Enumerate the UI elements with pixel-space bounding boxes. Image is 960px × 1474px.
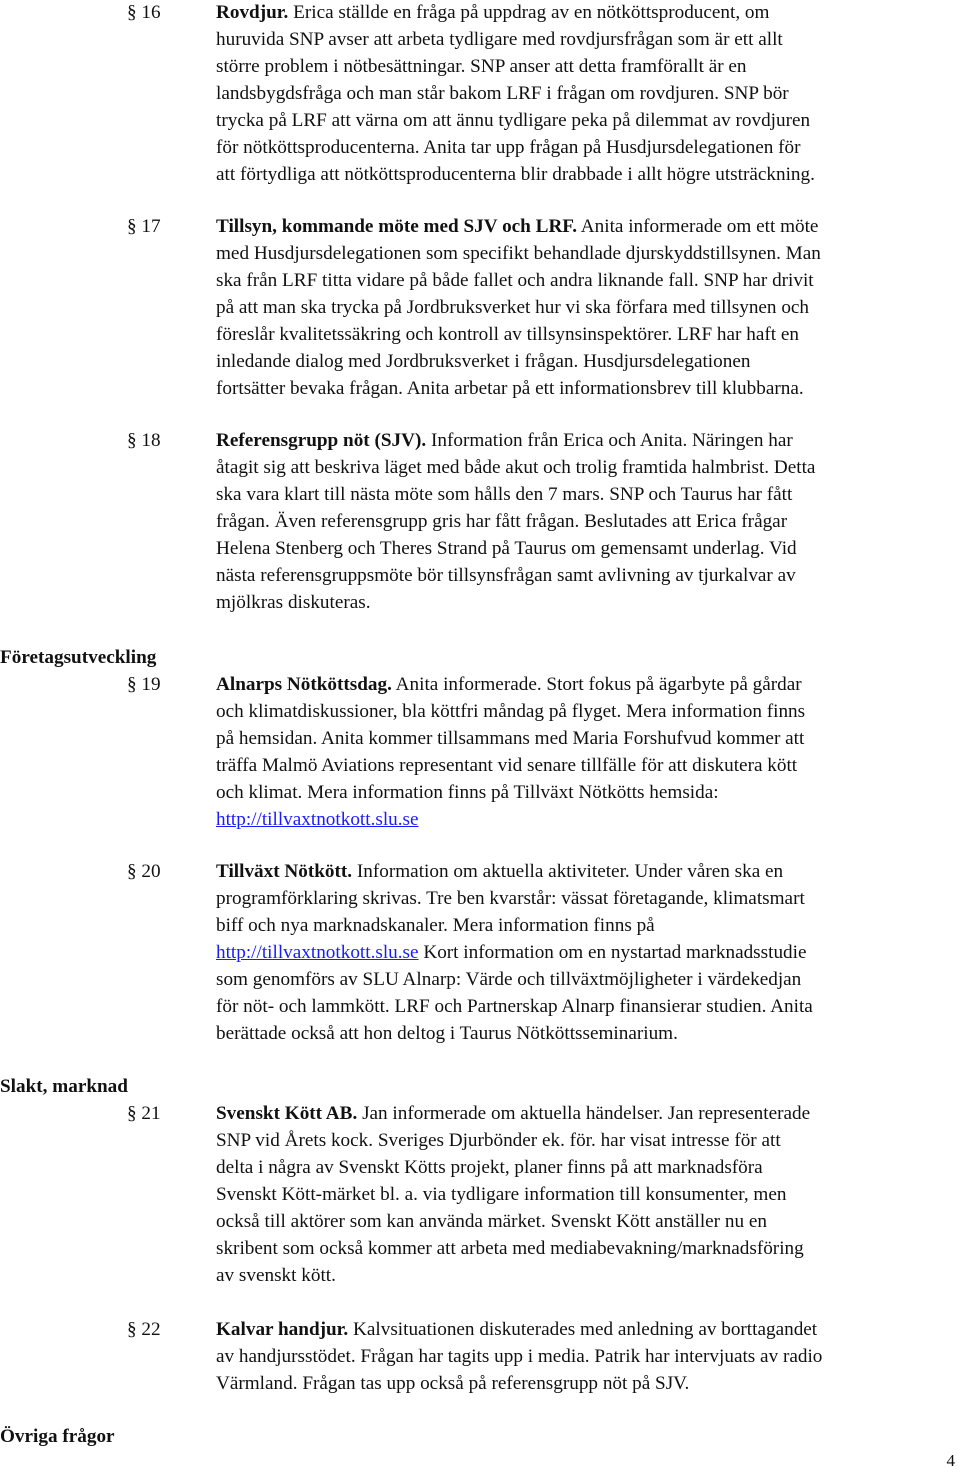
section-heading-ovriga-fragor: Övriga frågor (0, 1426, 115, 1447)
tillvaxt-notkott-link[interactable]: http://tillvaxtnotkott.slu.se (216, 942, 419, 963)
paragraph-number: § 19 (127, 674, 161, 695)
paragraph-heading: Svenskt Kött AB. (216, 1103, 358, 1124)
paragraph-text: Rovdjur. Erica ställde en fråga på uppdrag av en nötköttsproducent, om huruvida SNP avser att arbeta tydligare med rovdjursfrågan som är ett allt större problem i nötbesättningar. SNP anser att detta framförallt är en landsbygdsfråga och man står bakom LRF i frågan om rovdjuren. SNP bör trycka på LRF att värna om att ännu tydligare peka på dilemmat av rovdjuren för nötköttsproducenterna. Anita tar upp frågan på Husdjursdelegationen för att förtydliga att nötköttsproducenterna blir drabbade i allt högre utsträckning. (216, 2, 815, 185)
section-heading-slakt-marknad: Slakt, marknad (0, 1076, 128, 1097)
paragraph-text: Referensgrupp nöt (SJV). Information från Erica och Anita. Näringen har åtagit sig att beskriva läget med både akut och trolig framtida halmbrist. Detta ska vara klart till nästa möte som hålls den 7 mars. SNP och Taurus har fått frågan. Även referensgrupp gris har fått frågan. Beslutades att Erica frågar Helena Stenberg och Theres Strand på Taurus om gemensamt underlag. Vid nästa referensgruppsmöte bör tillsynsfrågan samt avlivning av tjurkalvar av mjölkras diskuteras. (216, 430, 816, 613)
section-heading-foretagsutveckling: Företagsutveckling (0, 647, 157, 668)
paragraph-text: Svenskt Kött AB. Jan informerade om aktuella händelser. Jan representerade SNP vid Årets kock. Sveriges Djurbönder ek. för. har visat intresse för att delta i några av Svenskt Kötts projekt, planer finns på att marknadsföra Svenskt Kött-märket bl. a. via tydligare information till konsumenter, men också till aktörer som kan använda märket. Svenskt Kött anställer nu en skribent som också kommer att arbeta med mediabevakning/marknadsföring av svenskt kött. (216, 1103, 811, 1286)
paragraph-heading: Referensgrupp nöt (SJV). (216, 430, 427, 451)
paragraph-text: Tillväxt Nötkött. Information om aktuella aktiviteter. Under våren ska en programförklaring skrivas. Tre ben kvarstår: vässat företagande, klimatsmart biff och nya marknadskanaler. Mera information finns på http://tillvaxtnotkott.slu.se Kort information om en nystartad marknadsstudie som genomförs av SLU Alnarp: Värde och tillväxtmöjligheter i värdekedjan för nöt- och lammkött. LRF och Partnerskap Alnarp finansierar studien. Anita berättade också att hon deltog i Taurus Nötköttsseminarium. (216, 861, 813, 1044)
paragraph-number: § 21 (127, 1103, 161, 1124)
paragraph-heading: Kalvar handjur. (216, 1319, 349, 1340)
paragraph-number: § 16 (127, 2, 161, 23)
paragraph-heading: Tillväxt Nötkött. (216, 861, 353, 882)
paragraph-text: Kalvar handjur. Kalvsituationen diskuterades med anledning av borttagandet av handjursstödet. Frågan har tagits upp i media. Patrik har intervjuats av radio Värmland. Frågan tas upp också på referensgrupp nöt på SJV. (216, 1319, 823, 1394)
paragraph-text: Alnarps Nötköttsdag. Anita informerade. Stort fokus på ägarbyte på gårdar och klimatdiskussioner, bla köttfri måndag på flyget. Mera information finns på hemsidan. Anita kommer tillsammans med Maria Forshufvud kommer att träffa Malmö Aviations representant vid senare tillfälle för att diskutera kött och klimat. Mera information finns på Tillväxt Nötkötts hemsida: http://tillvaxtnotkott.slu.se (216, 674, 806, 830)
paragraph-number: § 18 (127, 430, 161, 451)
paragraph-heading: Rovdjur. (216, 2, 289, 23)
paragraph-number: § 22 (127, 1319, 161, 1340)
paragraph-text: Tillsyn, kommande möte med SJV och LRF. Anita informerade om ett möte med Husdjursdelegationen som specifikt behandlade djurskyddstillsynen. Man ska från LRF titta vidare på både fallet och andra liknande fall. SNP har drivit på att man ska trycka på Jordbruksverket hur vi ska förfara med tillsynen och föreslår kvalitetssäkring och kontroll av tillsynsinspektörer. LRF har haft en inledande dialog med Jordbruksverket i frågan. Husdjursdelegationen fortsätter bevaka frågan. Anita arbetar på ett informationsbrev till klubbarna. (216, 216, 821, 399)
paragraph-number: § 17 (127, 216, 161, 237)
page-number: 4 (946, 1451, 955, 1470)
paragraph-heading: Tillsyn, kommande möte med SJV och LRF. (216, 216, 578, 237)
paragraph-heading: Alnarps Nötköttsdag. (216, 674, 392, 695)
paragraph-number: § 20 (127, 861, 161, 882)
tillvaxt-notkott-link[interactable]: http://tillvaxtnotkott.slu.se (216, 809, 419, 830)
